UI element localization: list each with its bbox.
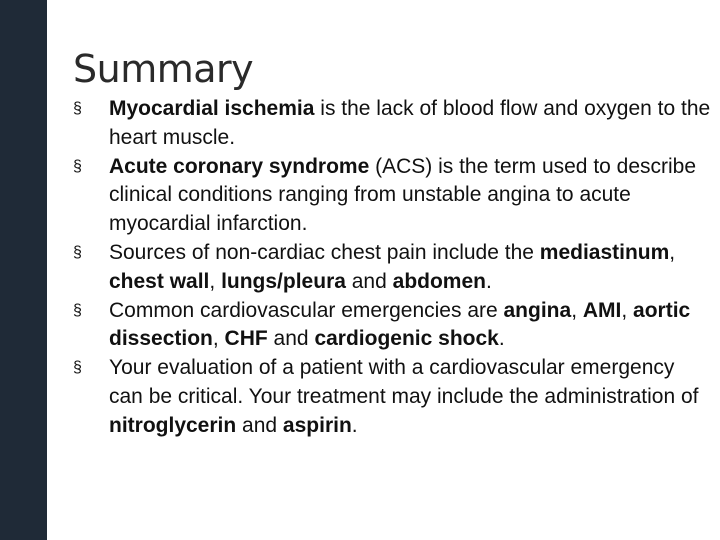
bullet-marker-icon: §	[73, 243, 82, 261]
bullet-text-bold: aortic dissection	[109, 298, 691, 351]
bullet-text: ,	[212, 327, 225, 351]
bullet-text: ,	[209, 269, 222, 293]
bullet-text-bold: angina	[503, 298, 572, 322]
bullet-item	[73, 153, 713, 239]
slide-accent-bar	[0, 0, 47, 540]
bullet-text-bold: aspirin	[282, 413, 352, 437]
bullet-text: .	[485, 269, 492, 293]
bullet-text-bold: Acute coronary syndrome	[109, 154, 370, 178]
bullet-item	[73, 95, 713, 153]
bullet-text: and	[267, 327, 315, 351]
bullet-text-bold: lungs/pleura	[221, 269, 346, 293]
bullet-text: and	[345, 269, 393, 293]
bullet-item	[73, 297, 713, 355]
bullet-text: and	[236, 413, 283, 437]
bullet-marker-icon: §	[73, 359, 82, 377]
bullet-item	[73, 239, 713, 297]
bullet-text-bold: Myocardial ischemia	[109, 97, 315, 120]
bullet-text: Sources of non-cardiac chest pain include the	[109, 240, 540, 264]
slide-title: Summary	[73, 47, 254, 92]
bullet-text: is the lack of blood flow and oxygen to the heart muscle.	[109, 97, 711, 149]
bullet-text: ,	[571, 298, 583, 322]
bullet-marker-icon: §	[73, 157, 82, 175]
bullet-text-bold: abdomen	[392, 269, 486, 293]
bullet-text: .	[498, 327, 505, 351]
bullet-text-bold: CHF	[224, 327, 268, 351]
bullet-text-bold: chest wall	[109, 269, 210, 293]
bullet-text: Your evaluation of a patient with a cardiovascular emergency can be critical. Your treatment may include the administration of	[109, 356, 699, 408]
bullet-list	[73, 95, 713, 441]
bullet-text: Common cardiovascular emergencies are	[109, 298, 504, 322]
bullet-text-bold: nitroglycerin	[109, 413, 237, 437]
bullet-marker-icon: §	[73, 301, 82, 319]
bullet-text-bold: cardiogenic shock	[314, 327, 499, 351]
bullet-item	[73, 354, 713, 440]
bullet-text-bold: AMI	[582, 298, 622, 322]
bullet-text: ,	[669, 240, 676, 264]
bullet-text: (ACS) is the term used to describe clinical conditions ranging from unstable angina to acute myocardial infarction.	[109, 154, 697, 236]
bullet-text-bold: mediastinum	[539, 240, 670, 264]
bullet-text: ,	[621, 298, 634, 322]
bullet-text: .	[351, 413, 358, 437]
bullet-marker-icon: §	[73, 100, 82, 117]
